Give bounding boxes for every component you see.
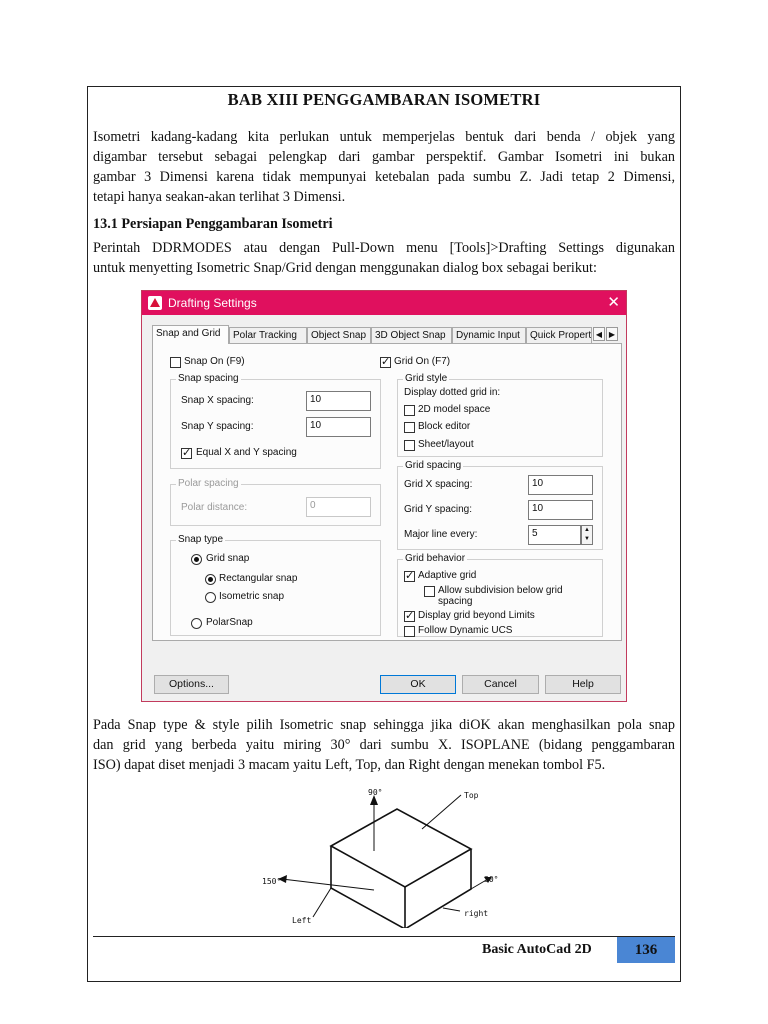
- tab-scroll-right-icon[interactable]: ▶: [606, 327, 618, 341]
- polar-distance-label: Polar distance:: [181, 502, 248, 513]
- angle-30-label: 30°: [484, 875, 499, 884]
- sheet-layout-label: Sheet/layout: [418, 439, 474, 450]
- snap-y-label: Snap Y spacing:: [181, 421, 254, 432]
- snap-type-group: [170, 534, 381, 636]
- grid-snap-label: Grid snap: [206, 553, 250, 564]
- body-line: dan grid yang berbeda yaitu miring 30° dari sumbu X. ISOPLANE (bidang penggambaran: [93, 737, 675, 753]
- close-icon[interactable]: ✕: [607, 294, 620, 311]
- grid-style-caption: Display dotted grid in:: [404, 387, 501, 398]
- grid-spacing-group: [397, 460, 603, 550]
- subdivision-checkbox[interactable]: [424, 586, 435, 597]
- intro-line: gambar 3 Dimensi karena tidak mempunyai ketebalan pada sumbu Z. Jadi tetap 2 Dimensi,: [93, 169, 675, 185]
- snap-spacing-group: [170, 373, 381, 469]
- beyond-limits-checkbox[interactable]: [404, 611, 415, 622]
- beyond-limits-label: Display grid beyond Limits: [418, 610, 535, 621]
- grid-behavior-group: [397, 553, 603, 637]
- axis-150-line: [282, 879, 374, 890]
- book-title: Basic AutoCad 2D: [482, 942, 592, 957]
- right-face: [405, 849, 471, 928]
- model-space-label: 2D model space: [418, 404, 491, 415]
- equal-spacing-label: Equal X and Y spacing: [196, 447, 297, 458]
- isometric-snap-radio[interactable]: [205, 592, 216, 603]
- tab-quick-properties[interactable]: Quick Propert: [526, 327, 592, 343]
- grid-style-group: [397, 373, 603, 457]
- snap-x-label: Snap X spacing:: [181, 395, 254, 406]
- major-line-input[interactable]: 5: [528, 525, 581, 545]
- cancel-button[interactable]: Cancel: [462, 675, 539, 694]
- polar-snap-label: PolarSnap: [206, 617, 253, 628]
- dialog-titlebar[interactable]: [142, 291, 626, 315]
- polar-spacing-group: [170, 478, 381, 526]
- angle-90-label: 90°: [368, 788, 383, 797]
- block-editor-label: Block editor: [418, 421, 471, 432]
- grid-spacing-title: Grid spacing: [405, 460, 462, 471]
- body-line: Pada Snap type & style pilih Isometric snap sehingga jika diOK akan menghasilkan pola snap: [93, 717, 675, 733]
- dialog-title: Drafting Settings: [168, 296, 257, 310]
- top-face: [331, 809, 471, 887]
- drafting-settings-dialog: [141, 290, 627, 702]
- footer-rule: [93, 936, 675, 937]
- grid-behavior-title: Grid behavior: [405, 553, 466, 564]
- grid-snap-radio[interactable]: [191, 554, 202, 565]
- model-space-checkbox[interactable]: [404, 405, 415, 416]
- rectangular-snap-radio[interactable]: [205, 574, 216, 585]
- tab-snap-and-grid[interactable]: Snap and Grid: [152, 325, 229, 344]
- left-face: [331, 846, 405, 928]
- chapter-title: BAB XIII PENGGAMBARAN ISOMETRI: [227, 90, 541, 109]
- options-button[interactable]: Options...: [154, 675, 229, 694]
- body-paragraph: [93, 715, 675, 775]
- intro-paragraph: [93, 127, 675, 207]
- section-line: Perintah DDRMODES atau dengan Pull-Down menu [Tools]>Drafting Settings digunakan: [93, 240, 675, 256]
- help-button[interactable]: Help: [545, 675, 621, 694]
- left-leader-line: [313, 888, 331, 917]
- isometric-box-figure: [258, 783, 508, 928]
- snap-x-input[interactable]: 10: [306, 391, 371, 411]
- polar-distance-input[interactable]: 0: [306, 497, 371, 517]
- block-editor-checkbox[interactable]: [404, 422, 415, 433]
- ok-button[interactable]: OK: [380, 675, 456, 694]
- tab-3d-object-snap[interactable]: 3D Object Snap: [371, 327, 452, 343]
- intro-line: digambar tersebut sebagai pelengkap dari gambar perspektif. Gambar Isometri ini bukan: [93, 149, 675, 165]
- tab-bar: [152, 325, 622, 343]
- snap-spacing-title: Snap spacing: [178, 373, 239, 384]
- equal-spacing-checkbox[interactable]: [181, 448, 192, 459]
- top-label: Top: [464, 791, 479, 800]
- major-line-label: Major line every:: [404, 529, 478, 540]
- top-leader-line: [422, 795, 461, 829]
- major-line-spinner-icon[interactable]: ▲ ▼: [581, 525, 593, 545]
- sheet-layout-checkbox[interactable]: [404, 440, 415, 451]
- intro-line: Isometri kadang-kadang kita perlukan untuk memperjelas bentuk dari benda / objek yang: [93, 129, 675, 145]
- left-label: Left: [292, 916, 312, 925]
- page-number: 136: [617, 937, 675, 963]
- dynamic-ucs-label: Follow Dynamic UCS: [418, 625, 513, 636]
- grid-x-label: Grid X spacing:: [404, 479, 473, 490]
- tab-dynamic-input[interactable]: Dynamic Input: [452, 327, 526, 343]
- section-line: untuk menyetting Isometric Snap/Grid dengan menggunakan dialog box sebagai berikut:: [93, 260, 597, 276]
- right-leader-line: [443, 908, 460, 911]
- section-heading: 13.1 Persiapan Penggambaran Isometri: [93, 216, 333, 232]
- section-paragraph: [93, 238, 675, 278]
- dynamic-ucs-checkbox[interactable]: [404, 626, 415, 637]
- grid-x-input[interactable]: 10: [528, 475, 593, 495]
- snap-type-title: Snap type: [178, 534, 224, 545]
- rectangular-snap-label: Rectangular snap: [219, 573, 298, 584]
- right-label: right: [464, 909, 489, 918]
- snap-y-input[interactable]: 10: [306, 417, 371, 437]
- snap-on-label: Snap On (F9): [184, 356, 245, 367]
- isometric-snap-label: Isometric snap: [219, 591, 285, 602]
- grid-on-label: Grid On (F7): [394, 356, 451, 367]
- intro-line: tetapi hanya seakan-akan terlihat 3 Dimensi.: [93, 189, 346, 205]
- autocad-app-icon: [148, 296, 162, 310]
- tab-object-snap[interactable]: Object Snap: [307, 327, 371, 343]
- snap-on-checkbox[interactable]: [170, 357, 181, 368]
- adaptive-grid-label: Adaptive grid: [418, 570, 477, 581]
- polar-snap-radio[interactable]: [191, 618, 202, 629]
- adaptive-grid-checkbox[interactable]: [404, 571, 415, 582]
- subdivision-label: Allow subdivision below grid: [438, 585, 563, 596]
- body-line: ISO) dapat diset menjadi 3 macam yaitu Left, Top, dan Right dengan menekan tombol F5.: [93, 757, 606, 773]
- snap-grid-panel: [152, 343, 622, 641]
- polar-spacing-title: Polar spacing: [178, 478, 239, 489]
- angle-150-label: 150°: [262, 877, 282, 886]
- tab-polar-tracking[interactable]: Polar Tracking: [229, 327, 307, 343]
- tab-scroll-left-icon[interactable]: ◀: [593, 327, 605, 341]
- grid-y-input[interactable]: 10: [528, 500, 593, 520]
- grid-style-title: Grid style: [405, 373, 448, 384]
- grid-on-checkbox[interactable]: [380, 357, 391, 368]
- grid-y-label: Grid Y spacing:: [404, 504, 473, 515]
- subdivision-label-cont: spacing: [438, 596, 473, 607]
